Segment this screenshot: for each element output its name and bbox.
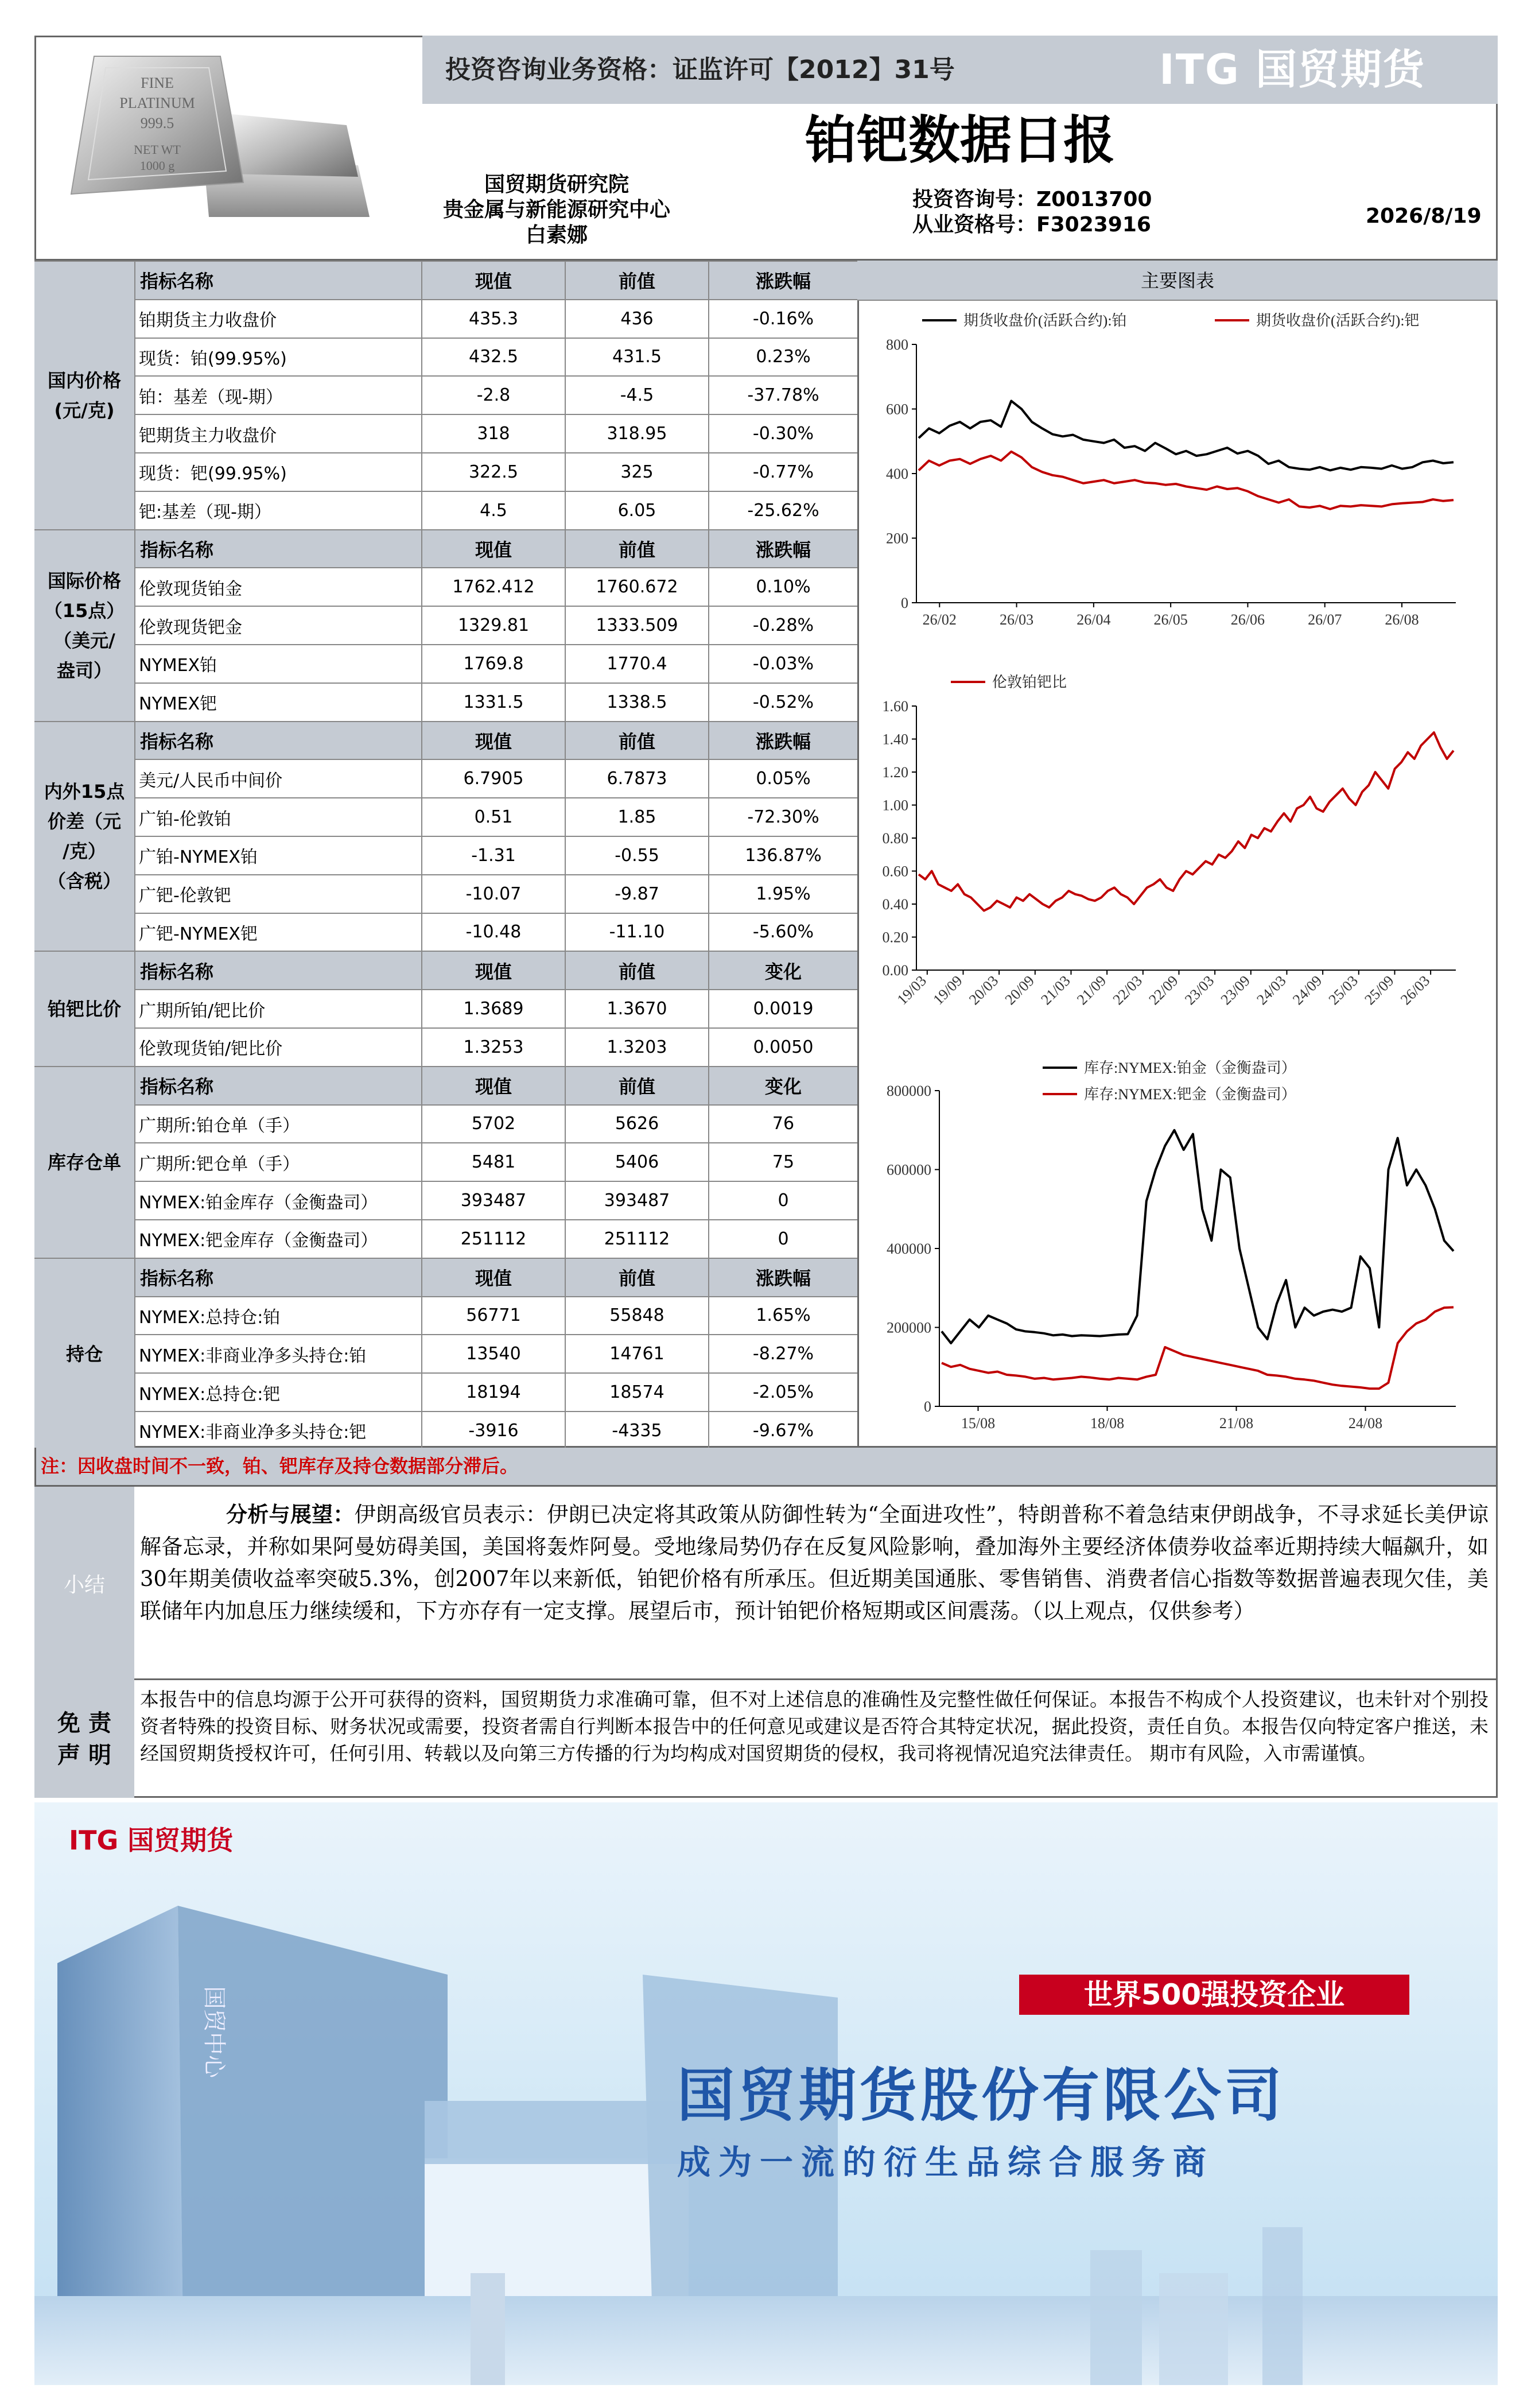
y-tick-label: 0.60 bbox=[882, 863, 908, 880]
table-row bbox=[134, 1334, 857, 1372]
table-header-row bbox=[134, 951, 857, 989]
current-value: 1331.5 bbox=[422, 684, 566, 721]
y-tick-label: 400 bbox=[886, 466, 908, 482]
table-row bbox=[134, 567, 857, 606]
header-cell: 前值 bbox=[566, 1259, 709, 1296]
header-cell: 涨跌幅 bbox=[755, 730, 811, 753]
current-value: 6.7905 bbox=[422, 760, 566, 797]
change-value: 0 bbox=[778, 1191, 789, 1211]
indicator-name: 铂：基差（现-期） bbox=[134, 377, 422, 414]
y-tick-label: 800 bbox=[886, 336, 908, 353]
previous-value: 393487 bbox=[566, 1182, 709, 1219]
legend-label: 期货收盘价(活跃合约):钯 bbox=[1256, 312, 1420, 329]
previous-value: 318.95 bbox=[566, 415, 709, 452]
x-tick-label: 23/09 bbox=[1217, 972, 1254, 1009]
change-value: 136.87% bbox=[745, 845, 822, 866]
change-value: -9.67% bbox=[752, 1420, 814, 1441]
category-line: 国内价格 bbox=[47, 369, 121, 391]
header-cell: 现值 bbox=[422, 722, 566, 759]
previous-value: 1.3203 bbox=[566, 1029, 709, 1066]
header-cell: 涨跌幅 bbox=[755, 1267, 811, 1290]
category-line: 持仓 bbox=[65, 1343, 103, 1365]
category-line: 盎司） bbox=[56, 659, 112, 681]
table-row bbox=[134, 606, 857, 644]
previous-value: 55848 bbox=[566, 1297, 709, 1335]
indicator-name: 广钯-NYMEX钯 bbox=[134, 914, 422, 951]
change-value: 1.65% bbox=[756, 1305, 811, 1326]
previous-value: 1.85 bbox=[566, 798, 709, 836]
x-tick-label: 21/03 bbox=[1037, 972, 1074, 1009]
table-row bbox=[134, 414, 857, 452]
practice-no: 从业资格号：F3023916 bbox=[912, 213, 1151, 236]
change-value: -72.30% bbox=[747, 807, 819, 828]
x-tick-label: 25/03 bbox=[1325, 972, 1362, 1009]
current-value: 1329.81 bbox=[422, 607, 566, 644]
table-row bbox=[134, 491, 857, 529]
legend-label: 伦敦铂钯比 bbox=[992, 674, 1067, 691]
header-cell: 指标名称 bbox=[134, 1067, 422, 1104]
table-row bbox=[134, 1219, 857, 1258]
current-value: 5702 bbox=[422, 1106, 566, 1143]
previous-value: -9.87 bbox=[566, 875, 709, 913]
x-tick-label: 15/08 bbox=[961, 1415, 996, 1432]
previous-value: 1770.4 bbox=[566, 645, 709, 683]
header-cell: 现值 bbox=[422, 530, 566, 568]
header-cell: 前值 bbox=[566, 262, 709, 299]
table-row bbox=[134, 989, 857, 1027]
change-value: 0.10% bbox=[756, 577, 811, 598]
table-row bbox=[134, 1142, 857, 1181]
summary-label: 小结 bbox=[34, 1487, 134, 1680]
table-row bbox=[134, 759, 857, 797]
bar-text-weight: 1000 g bbox=[139, 158, 175, 173]
license-text: 投资咨询业务资格：证监许可【2012】31号 bbox=[445, 55, 955, 84]
header-cell: 现值 bbox=[422, 262, 566, 299]
report-title: 铂钯数据日报 bbox=[805, 110, 1115, 170]
series-line-0 bbox=[942, 1130, 1454, 1343]
x-tick-label: 19/03 bbox=[893, 972, 930, 1009]
header-cell: 现值 bbox=[422, 1259, 566, 1296]
indicator-name: 广铂-伦敦铂 bbox=[134, 798, 422, 836]
y-tick-label: 200 bbox=[886, 530, 908, 547]
change-value: -0.52% bbox=[752, 692, 814, 712]
change-value: -0.03% bbox=[752, 653, 814, 674]
category-line: （含税） bbox=[47, 870, 121, 892]
y-tick-label: 200000 bbox=[887, 1319, 931, 1336]
chart-nymex-inventory bbox=[859, 1050, 1496, 1441]
y-tick-label: 1.60 bbox=[882, 698, 908, 715]
x-tick-label: 25/09 bbox=[1361, 972, 1397, 1009]
table-row bbox=[134, 452, 857, 491]
y-tick-label: 400000 bbox=[887, 1240, 931, 1257]
change-value: 75 bbox=[772, 1152, 795, 1173]
table-row bbox=[134, 1181, 857, 1219]
x-tick-label: 26/03 bbox=[1397, 972, 1433, 1009]
x-tick-label: 26/03 bbox=[999, 611, 1034, 628]
y-tick-label: 0.20 bbox=[882, 929, 908, 946]
indicator-name: NYMEX钯 bbox=[134, 684, 422, 721]
series-line-1 bbox=[919, 452, 1454, 509]
previous-value: 5406 bbox=[566, 1143, 709, 1181]
current-value: 432.5 bbox=[422, 339, 566, 376]
series-line-0 bbox=[919, 732, 1454, 911]
indicator-name: 广铂-NYMEX铂 bbox=[134, 837, 422, 874]
current-value: -10.48 bbox=[422, 914, 566, 951]
change-value: -5.60% bbox=[752, 922, 814, 943]
header-cell: 指标名称 bbox=[134, 952, 422, 989]
section-category-4 bbox=[34, 1066, 134, 1258]
disclaimer-label bbox=[34, 1680, 134, 1798]
current-value: 1762.412 bbox=[422, 568, 566, 606]
table-header-row bbox=[134, 1066, 857, 1104]
table-row bbox=[134, 913, 857, 951]
change-value: 76 bbox=[772, 1114, 795, 1134]
indicator-name: 现货：铂(99.95%) bbox=[134, 339, 422, 376]
current-value: 322.5 bbox=[422, 453, 566, 491]
x-tick-label: 19/09 bbox=[930, 972, 966, 1009]
qualification-block bbox=[912, 187, 1152, 238]
previous-value: 251112 bbox=[566, 1220, 709, 1258]
chart-pt-pd-ratio bbox=[859, 666, 1496, 1033]
section-category-1 bbox=[34, 529, 134, 721]
x-tick-label: 26/08 bbox=[1385, 611, 1419, 628]
table-row bbox=[134, 874, 857, 913]
previous-value: 1338.5 bbox=[566, 684, 709, 721]
table-row bbox=[134, 683, 857, 721]
x-tick-label: 26/05 bbox=[1153, 611, 1188, 628]
current-value: -1.31 bbox=[422, 837, 566, 874]
change-value: -37.78% bbox=[747, 385, 819, 406]
platinum-bar-image bbox=[60, 45, 381, 234]
indicator-name: NYMEX:总持仓:钯 bbox=[134, 1374, 422, 1411]
previous-value: 18574 bbox=[566, 1374, 709, 1411]
legend-label: 库存:NYMEX:钯金（金衡盎司） bbox=[1084, 1086, 1296, 1103]
table-row bbox=[134, 1027, 857, 1066]
y-tick-label: 600 bbox=[886, 401, 908, 418]
category-line: 国际价格 bbox=[47, 569, 121, 592]
current-value: 251112 bbox=[422, 1220, 566, 1258]
table-row bbox=[134, 1372, 857, 1411]
x-tick-label: 26/04 bbox=[1077, 611, 1111, 628]
x-tick-label: 24/03 bbox=[1253, 972, 1289, 1009]
table-header-row bbox=[134, 529, 857, 568]
x-tick-label: 20/03 bbox=[965, 972, 1002, 1009]
x-tick-label: 21/08 bbox=[1219, 1415, 1254, 1432]
previous-value: -0.55 bbox=[566, 837, 709, 874]
indicator-name: NYMEX铂 bbox=[134, 645, 422, 683]
disclaimer-label-line1: 免 责 bbox=[57, 1709, 111, 1736]
current-value: 1.3689 bbox=[422, 990, 566, 1027]
y-tick-label: 1.40 bbox=[882, 731, 908, 748]
table-row bbox=[134, 836, 857, 874]
indicator-name: 钯:基差（现-期） bbox=[134, 492, 422, 529]
indicator-name: 伦敦现货钯金 bbox=[134, 607, 422, 644]
previous-value: 6.05 bbox=[566, 492, 709, 529]
table-row bbox=[134, 1104, 857, 1143]
summary-body: 伊朗高级官员表示：伊朗已决定将其政策从防御性转为“全面进攻性”，特朗普称不着急结束伊朗战争，不寻求延长美伊谅解备忘录，并称如果阿曼妨碍美国，美国将轰炸阿曼。受地缘局势仍存在反复风险影响，叠加海外主要经济体债券收益率近期持续大幅飙升，如30年期美债收益率突破5.3%，创2007年以来新低，铂钯价格有所承压。但近期美国通胀、零售销售、消费者信心指数等数据普遍表现欠佳，美联储年内加息压力继续缓和，下方亦存有一定支撑。展望后市，预计铂钯价格短期或区间震荡。（以上观点，仅供参考） bbox=[140, 1502, 1489, 1623]
bar-text-netwt: NET WT bbox=[134, 142, 181, 157]
previous-value: 5626 bbox=[566, 1106, 709, 1143]
building-sign-text: 国贸中心 bbox=[201, 1986, 227, 2078]
header-cell: 变化 bbox=[764, 1076, 802, 1098]
indicator-name: NYMEX:非商业净多头持仓:钯 bbox=[134, 1412, 422, 1449]
change-value: -0.30% bbox=[752, 424, 814, 444]
y-tick-label: 800000 bbox=[887, 1083, 931, 1099]
header-cell: 涨跌幅 bbox=[755, 270, 811, 293]
section-category-3 bbox=[34, 951, 134, 1065]
bar-text-platinum: PLATINUM bbox=[119, 95, 195, 111]
table-header-row bbox=[134, 721, 857, 759]
x-tick-label: 18/08 bbox=[1090, 1415, 1125, 1432]
current-value: -2.8 bbox=[422, 377, 566, 414]
org-block bbox=[402, 172, 712, 248]
category-line: 内外15点 bbox=[44, 780, 125, 802]
indicator-name: NYMEX:总持仓:铂 bbox=[134, 1297, 422, 1335]
table-row bbox=[134, 644, 857, 683]
report-date: 2026/8/19 bbox=[1366, 204, 1482, 228]
y-tick-label: 0 bbox=[901, 595, 908, 611]
itg-logo: ITG 国贸期货 bbox=[1159, 45, 1426, 94]
table-row bbox=[134, 375, 857, 414]
change-value: 0 bbox=[778, 1228, 789, 1249]
header-cell: 现值 bbox=[422, 952, 566, 989]
header-cell: 现值 bbox=[422, 1067, 566, 1104]
header-cell: 前值 bbox=[566, 530, 709, 568]
previous-value: 14761 bbox=[566, 1335, 709, 1372]
current-value: 18194 bbox=[422, 1374, 566, 1411]
x-tick-label: 22/09 bbox=[1145, 972, 1182, 1009]
indicator-name: 铂期货主力收盘价 bbox=[134, 300, 422, 338]
current-value: 13540 bbox=[422, 1335, 566, 1372]
category-line: /克） bbox=[63, 840, 106, 862]
y-tick-label: 0.80 bbox=[882, 830, 908, 847]
current-value: 318 bbox=[422, 415, 566, 452]
header-cell: 指标名称 bbox=[134, 262, 422, 299]
x-tick-label: 23/03 bbox=[1181, 972, 1218, 1009]
header-cell: 前值 bbox=[566, 722, 709, 759]
header-cell: 指标名称 bbox=[134, 1259, 422, 1296]
change-value: 0.23% bbox=[756, 347, 811, 367]
x-tick-label: 26/02 bbox=[922, 611, 957, 628]
x-tick-label: 26/06 bbox=[1230, 611, 1265, 628]
current-value: -3916 bbox=[422, 1412, 566, 1449]
charts-title: 主要图表 bbox=[857, 261, 1498, 301]
banner-slogan: 世界500强投资企业 bbox=[1019, 1975, 1409, 2015]
current-value: 56771 bbox=[422, 1297, 566, 1335]
x-tick-label: 26/07 bbox=[1308, 611, 1342, 628]
current-value: 5481 bbox=[422, 1143, 566, 1181]
header-cell: 指标名称 bbox=[134, 722, 422, 759]
legend-label: 库存:NYMEX:铂金（金衡盎司） bbox=[1084, 1060, 1296, 1076]
category-divider bbox=[134, 261, 135, 1448]
y-tick-label: 0.00 bbox=[882, 962, 908, 979]
change-value: -8.27% bbox=[752, 1344, 814, 1364]
previous-value: 325 bbox=[566, 453, 709, 491]
current-value: 0.51 bbox=[422, 798, 566, 836]
header-cell: 前值 bbox=[566, 952, 709, 989]
y-tick-label: 600000 bbox=[887, 1161, 931, 1178]
table-row bbox=[134, 299, 857, 338]
org-center: 贵金属与新能源研究中心 bbox=[442, 198, 670, 222]
previous-value: 6.7873 bbox=[566, 760, 709, 797]
previous-value: -4335 bbox=[566, 1412, 709, 1449]
change-value: 0.0050 bbox=[753, 1037, 814, 1057]
category-line: （15点） bbox=[44, 599, 125, 622]
category-line: 价差（元 bbox=[47, 810, 121, 832]
previous-value: 436 bbox=[566, 300, 709, 338]
table-row bbox=[134, 338, 857, 376]
disclaimer-label-line2: 声 明 bbox=[57, 1742, 111, 1769]
indicator-name: 现货：钯(99.95%) bbox=[134, 453, 422, 491]
x-tick-label: 20/09 bbox=[1001, 972, 1038, 1009]
category-line: （美元/ bbox=[53, 629, 115, 652]
table-header-row bbox=[134, 261, 857, 299]
section-category-5 bbox=[34, 1258, 134, 1449]
indicator-name: NYMEX:钯金库存（金衡盎司） bbox=[134, 1220, 422, 1258]
table-header-row bbox=[134, 1258, 857, 1296]
summary-heading: 分析与展望： bbox=[226, 1502, 355, 1527]
banner-company-name: 国贸期货股份有限公司 bbox=[677, 2062, 1285, 2129]
org-analyst: 白素娜 bbox=[525, 223, 588, 247]
y-tick-label: 1.20 bbox=[882, 764, 908, 781]
change-value: 1.95% bbox=[756, 883, 811, 904]
x-tick-label: 22/03 bbox=[1109, 972, 1146, 1009]
change-value: -0.77% bbox=[752, 462, 814, 482]
change-value: 0.0019 bbox=[753, 999, 814, 1019]
current-value: 393487 bbox=[422, 1182, 566, 1219]
y-tick-label: 0.40 bbox=[882, 896, 908, 913]
table-row bbox=[134, 1411, 857, 1449]
change-value: -0.16% bbox=[752, 308, 814, 329]
indicator-name: 广期所:铂仓单（手） bbox=[134, 1106, 422, 1143]
header-cell: 变化 bbox=[764, 960, 802, 983]
investment-no: 投资咨询号：Z0013700 bbox=[912, 188, 1152, 211]
category-line: 铂钯比价 bbox=[47, 998, 121, 1020]
chart-futures-close bbox=[859, 304, 1496, 634]
indicator-name: 伦敦现货铂/钯比价 bbox=[134, 1029, 422, 1066]
banner-logo: ITG 国贸期货 bbox=[69, 1825, 234, 1856]
summary-text bbox=[140, 1498, 1489, 1627]
previous-value: -4.5 bbox=[566, 377, 709, 414]
category-line: 库存仓单 bbox=[47, 1151, 121, 1173]
data-lag-note: 注：因收盘时间不一致，铂、钯库存及持仓数据部分滞后。 bbox=[34, 1448, 1498, 1487]
banner-tagline: 成为一流的衍生品综合服务商 bbox=[677, 2143, 1215, 2182]
header-cell: 涨跌幅 bbox=[755, 538, 811, 561]
change-value: 0.05% bbox=[756, 769, 811, 789]
indicator-name: 广期所铂/钯比价 bbox=[134, 990, 422, 1027]
y-tick-label: 1.00 bbox=[882, 797, 908, 814]
y-tick-label: 0 bbox=[924, 1398, 931, 1415]
header-cell: 前值 bbox=[566, 1067, 709, 1104]
change-value: -2.05% bbox=[752, 1382, 814, 1403]
current-value: 1769.8 bbox=[422, 645, 566, 683]
bar-text-purity: 999.5 bbox=[140, 115, 174, 131]
bar-text-fine: FINE bbox=[141, 75, 174, 91]
change-value: -25.62% bbox=[747, 500, 819, 521]
change-value: -0.28% bbox=[752, 615, 814, 636]
x-tick-label: 24/08 bbox=[1348, 1415, 1383, 1432]
table-row bbox=[134, 797, 857, 836]
current-value: 4.5 bbox=[422, 492, 566, 529]
current-value: 435.3 bbox=[422, 300, 566, 338]
indicator-name: 美元/人民币中间价 bbox=[134, 760, 422, 797]
indicator-name: 广期所:钯仓单（手） bbox=[134, 1143, 422, 1181]
indicator-name: NYMEX:非商业净多头持仓:铂 bbox=[134, 1335, 422, 1372]
x-tick-label: 24/09 bbox=[1289, 972, 1326, 1009]
x-tick-label: 21/09 bbox=[1073, 972, 1110, 1009]
previous-value: 1333.509 bbox=[566, 607, 709, 644]
previous-value: 1760.672 bbox=[566, 568, 709, 606]
previous-value: 431.5 bbox=[566, 339, 709, 376]
previous-value: 1.3670 bbox=[566, 990, 709, 1027]
table-row bbox=[134, 1296, 857, 1335]
current-value: 1.3253 bbox=[422, 1029, 566, 1066]
org-institute: 国贸期货研究院 bbox=[484, 173, 629, 196]
category-line: (元/克) bbox=[54, 399, 115, 421]
section-category-2 bbox=[34, 721, 134, 951]
indicator-name: NYMEX:铂金库存（金衡盎司） bbox=[134, 1182, 422, 1219]
header-cell: 指标名称 bbox=[134, 530, 422, 568]
indicator-name: 广钯-伦敦钯 bbox=[134, 875, 422, 913]
legend-label: 期货收盘价(活跃合约):铂 bbox=[963, 312, 1127, 329]
section-category-0 bbox=[34, 261, 134, 529]
current-value: -10.07 bbox=[422, 875, 566, 913]
disclaimer-text: 本报告中的信息均源于公开可获得的资料，国贸期货力求准确可靠，但不对上述信息的准确性及完整性做任何保证。本报告不构成个人投资建议，也未针对个别投资者特殊的投资目标、财务状况或需要，投资者需自行判断本报告中的任何意见或建议是否符合其特定状况，据此投资，责任自负。本报告仅向特定客户推送，未经国贸期货授权许可，任何引用、转载以及向第三方传播的行为均构成对国贸期货的侵权，我司将视情况追究法律责任。 期市有风险，入市需谨慎。 bbox=[140, 1688, 1489, 1765]
previous-value: -11.10 bbox=[566, 914, 709, 951]
indicator-name: 钯期货主力收盘价 bbox=[134, 415, 422, 452]
indicator-name: 伦敦现货铂金 bbox=[134, 568, 422, 606]
